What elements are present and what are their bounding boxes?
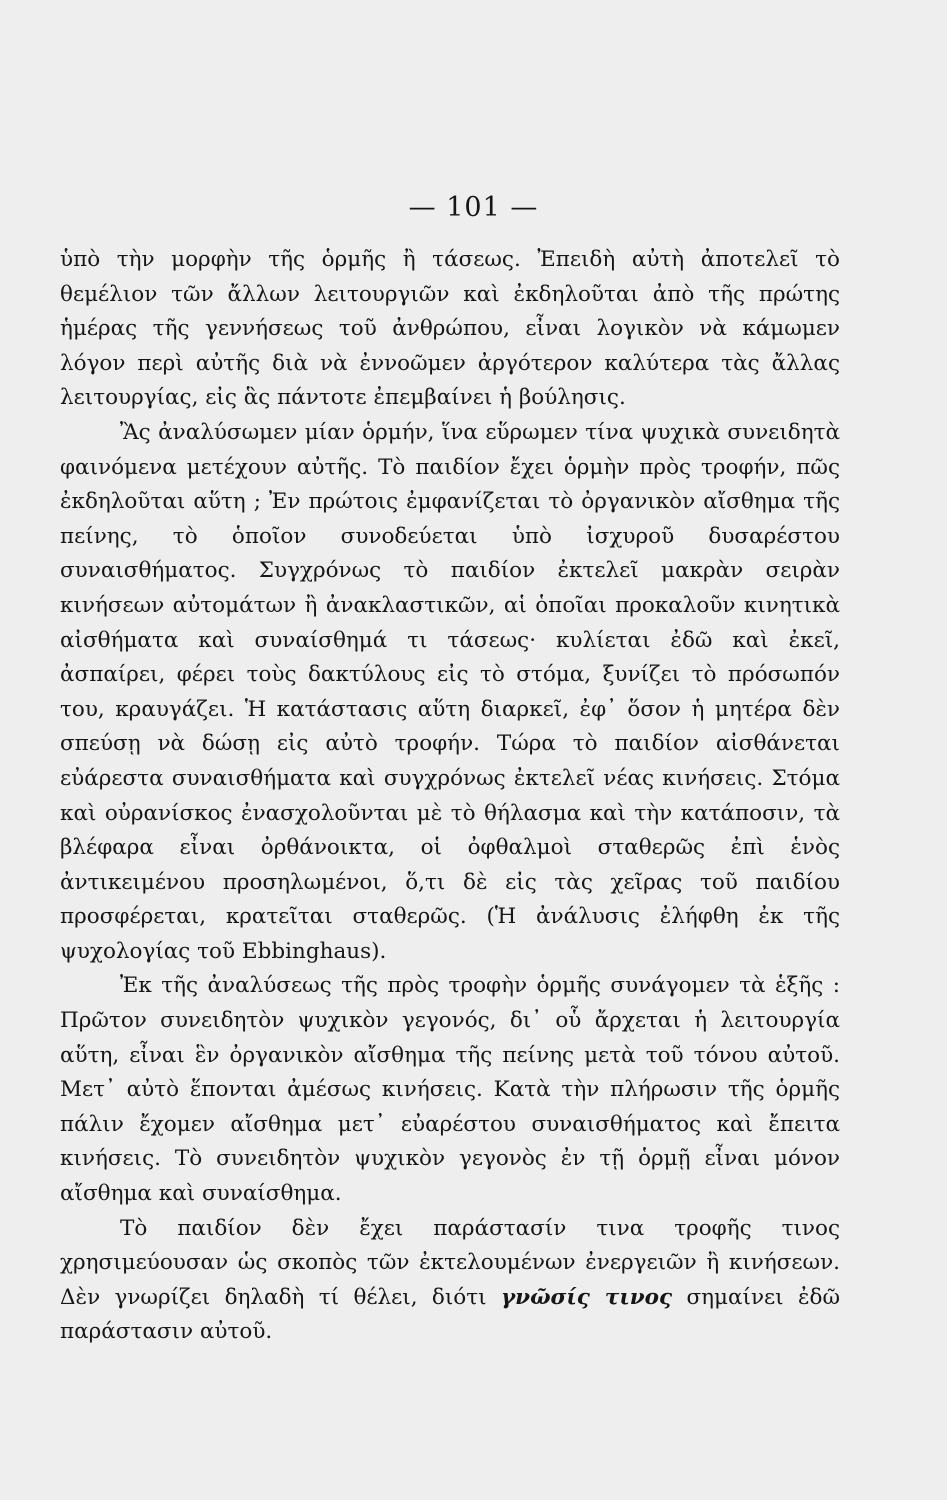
paragraph-4: [60, 1212, 840, 1350]
page-number: — 101 —: [408, 192, 539, 223]
body-text: [60, 243, 840, 1350]
paragraph-4-start: Τὸ παιδίον δὲν ἔχει παράστασίν τινα τροφῆς τινος χρησιμεύουσαν ὡς σκοπὸς τῶν ἐκτελουμένων ἐνεργειῶν ἢ κινήσεων. Δὲν γνωρίζει δηλαδὴ τί θέλει, διότι: [60, 1215, 840, 1310]
paragraph-3: Ἐκ τῆς ἀναλύσεως τῆς πρὸς τροφὴν ὁρμῆς συνάγομεν τὰ ἑξῆς : Πρῶτον συνειδητὸν ψυχικὸν γεγονός, δι᾽ οὗ ἄρχεται ἡ λειτουργία αὕτη, εἶναι ἓν ὀργανικὸν αἴσθημα τῆς πείνης μετὰ τοῦ τόνου αὐτοῦ. Μετ᾽ αὐτὸ ἕπονται ἀμέσως κινήσεις. Κατὰ τὴν πλήρωσιν τῆς ὁρμῆς πάλιν ἔχομεν αἴσθημα μετ᾽ εὐαρέστου συναισθήματος καὶ ἔπειτα κινήσεις. Τὸ συνειδητὸν ψυχικὸν γεγονὸς ἐν τῇ ὁρμῇ εἶναι μόνον αἴσθημα καὶ συναίσθημα.: [60, 973, 840, 1207]
paragraph-4-end: σημαίνει ἐδῶ παράστασιν αὐτοῦ.: [60, 1284, 840, 1345]
paragraph-2: Ἂς ἀναλύσωμεν μίαν ὁρμήν, ἵνα εὕρωμεν τίνα ψυχικὰ συνειδητὰ φαινόμενα μετέχουν αὐτῆς. Τὸ παιδίον ἔχει ὁρμὴν πρὸς τροφήν, πῶς ἐκδηλοῦται αὕτη ; Ἐν πρώτοις ἐμφανίζεται τὸ ὀργανικὸν αἴσθημα τῆς πείνης, τὸ ὁποῖον συνοδεύεται ὑπὸ ἰσχυροῦ δυσαρέστου συναισθήματος. Συγχρόνως τὸ παιδίον ἐκτελεῖ μακρὰν σειρὰν κινήσεων αὐτομάτων ἢ ἀνακλαστικῶν, αἱ ὁποῖαι προκαλοῦν κινητικὰ αἰσθήματα καὶ συναίσθημά τι τάσεως· κυλίεται ἐδῶ καὶ ἐκεῖ, ἀσπαίρει, φέρει τοὺς δακτύλους εἰς τὸ στόμα, ξυνίζει τὸ πρόσωπόν του, κραυγάζει. Ἡ κατάστασις αὕτη διαρκεῖ, ἐφ᾽ ὅσον ἡ μητέρα δὲν σπεύσῃ νὰ δώσῃ εἰς αὐτὸ τροφήν. Τώρα τὸ παιδίον αἰσθάνεται εὐάρεστα συναισθήματα καὶ συγχρόνως ἐκτελεῖ νέας κινήσεις. Στόμα καὶ οὐρανίσκος ἐνασχολοῦνται μὲ τὸ θήλασμα καὶ τὴν κατάποσιν, τὰ βλέφαρα εἶναι ὀρθάνοικτα, οἱ ὀφθαλμοὶ σταθερῶς ἐπὶ ἑνὸς ἀντικειμένου προσηλωμένοι, ὅ,τι δὲ εἰς τὰς χεῖρας τοῦ παιδίου προσφέρεται, κρατεῖται σταθερῶς. (Ἡ ἀνάλυσις ἐλήφθη ἐκ τῆς ψυχολογίας τοῦ Ebbinghaus).: [60, 419, 840, 964]
emphasis-gnosis-tinos: γνῶσίς τινος: [500, 1284, 673, 1310]
paragraph-1: ὑπὸ τὴν μορφὴν τῆς ὁρμῆς ἢ τάσεως. Ἐπειδὴ αὐτὴ ἀποτελεῖ τὸ θεμέλιον τῶν ἄλλων λειτουργιῶν καὶ ἐκδηλοῦται ἀπὸ τῆς πρώτης ἡμέρας τῆς γεννήσεως τοῦ ἀνθρώπου, εἶναι λογικὸν νὰ κάμωμεν λόγον περὶ αὐτῆς διὰ νὰ ἐννοῶμεν ἀργότερον καλύτερα τὰς ἄλλας λειτουργίας, εἰς ἃς πάντοτε ἐπεμβαίνει ἡ βούλησις.: [60, 247, 840, 411]
